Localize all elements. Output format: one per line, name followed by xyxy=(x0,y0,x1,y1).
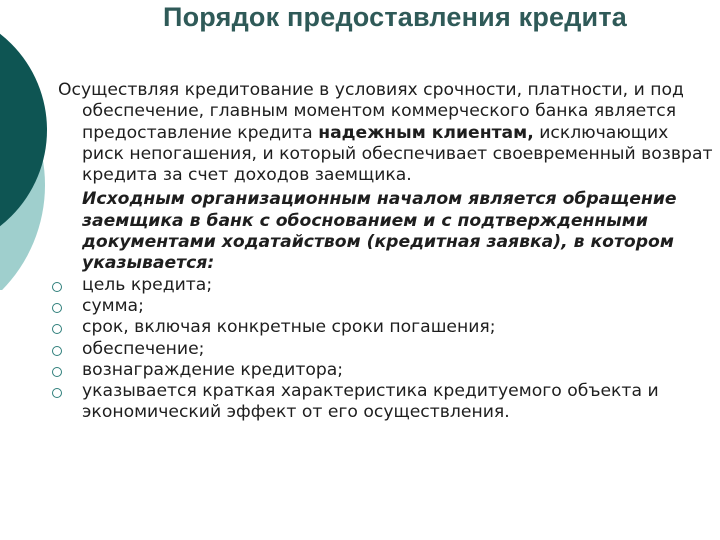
decorative-circles xyxy=(0,0,60,290)
intro-text-end: исключающих риск непогашения, и который обеспечивает своевременный возврат кредита за счет доходов заемщика. xyxy=(82,122,713,186)
circle-bullet-icon xyxy=(52,324,62,334)
intro-text-start: Осуществляя кредитование в условиях срочности, платности, и под обеспечение, главным моментом коммерческого банка является предоставление кредита xyxy=(58,80,684,143)
list-item xyxy=(58,296,713,317)
slide-title: Порядок предоставления кредита xyxy=(163,2,627,32)
list-item xyxy=(58,339,713,360)
circle-bullet-icon xyxy=(52,282,62,292)
list-item xyxy=(58,317,713,338)
list-item-text: сумма; xyxy=(82,295,144,316)
intro-emphasis: надежным клиентам, xyxy=(318,122,534,143)
list-item xyxy=(58,275,713,296)
list-item-text: срок, включая конкретные сроки погашения; xyxy=(82,317,496,338)
application-items-list xyxy=(58,275,713,424)
list-item-text: указывается краткая характеристика кредитуемого объекта и экономический эффект от его осуществления. xyxy=(82,381,659,423)
list-item xyxy=(58,381,713,424)
circle-bullet-icon xyxy=(52,303,62,313)
list-item-text: цель кредита; xyxy=(82,274,213,295)
slide-body xyxy=(58,80,713,424)
highlight-paragraph: Исходным организационным началом является обращение заемщика в банк с обоснованием и с подтвержденными документами ходатайством (кредитная заявка), в котором указывается: xyxy=(82,189,677,274)
circle-bullet-icon xyxy=(52,346,62,356)
circle-bullet-icon xyxy=(52,367,62,377)
list-item xyxy=(58,360,713,381)
list-item-text: вознаграждение кредитора; xyxy=(82,359,344,380)
list-item-text: обеспечение; xyxy=(82,338,205,359)
intro-paragraph xyxy=(58,80,713,186)
circle-bullet-icon xyxy=(52,388,62,398)
